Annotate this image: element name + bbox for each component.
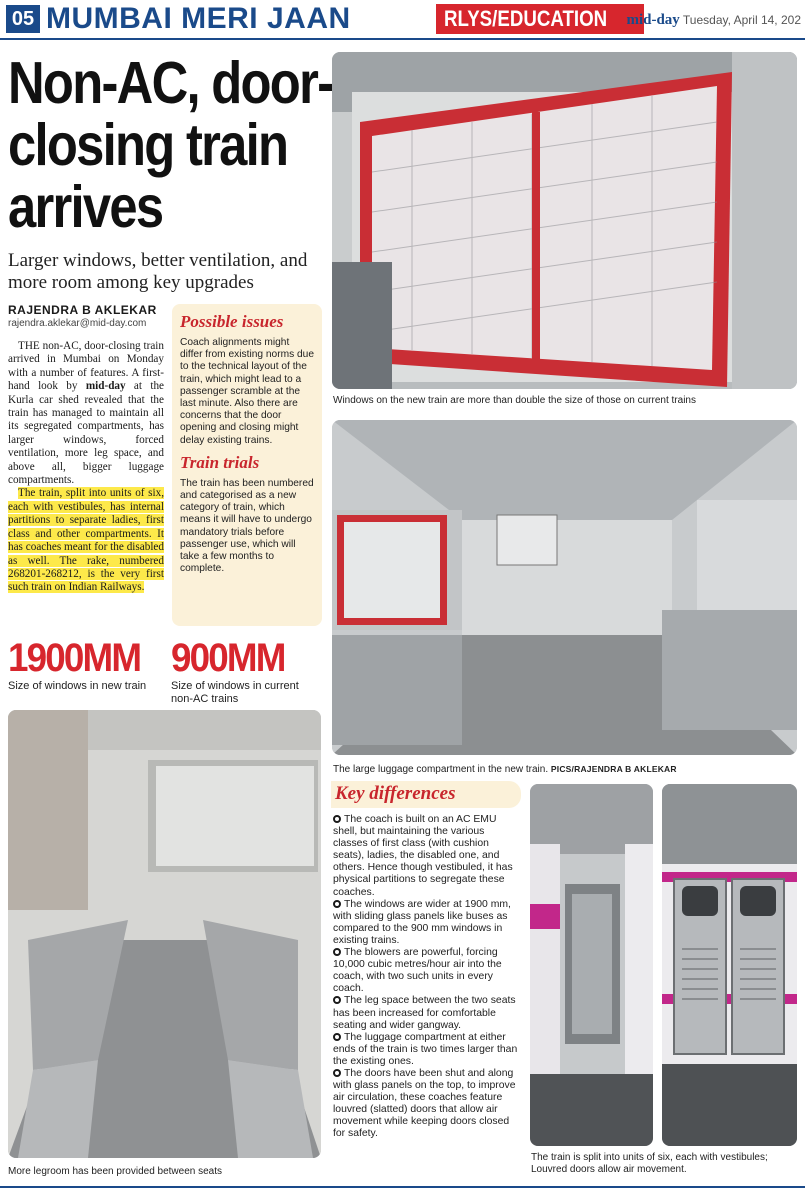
caption-legroom: More legroom has been provided between seats [8, 1166, 223, 1177]
key-differences-header [331, 781, 521, 808]
trials-title: Train trials [180, 452, 260, 472]
caption-luggage-text: The large luggage compartment in the new train. [333, 764, 549, 775]
doors-illustration [662, 784, 797, 1146]
legroom-illustration [8, 710, 321, 1158]
photo-legroom [8, 710, 321, 1158]
photo-vestibule [530, 784, 653, 1146]
sidebar-box [172, 304, 322, 626]
stat-old-window: 900MM [171, 636, 285, 680]
bullet-icon [333, 900, 341, 908]
trials-text: The train has been numbered and categorised as a new category of train, which means it will have to undergo mandatory trials before passenger use, which will take a few months to complete. [180, 477, 314, 575]
list-item-text: The windows are wider at 1900 mm, with sliding glass panels like buses as compared to the 900 mm windows in existing trains. [333, 898, 511, 946]
photo-credit: PICS/RAJENDRA B AKLEKAR [550, 764, 677, 774]
category-tag [436, 4, 644, 34]
bullet-icon [333, 1033, 341, 1041]
body-paragraph-highlight [8, 487, 164, 594]
body-rest: at the Kurla car shed revealed that the train has managed to maintain all its segregated compartments, has larger windows, forced ventilation, more leg space, and above all, bigger luggage compartments. [8, 380, 165, 487]
window-illustration [332, 52, 797, 389]
page-number: 05 [6, 5, 40, 33]
list-item [333, 899, 521, 947]
category-label: RLYS/EDUCATION [444, 6, 608, 31]
body-paragraph [8, 340, 164, 487]
photo-louvred-doors [662, 784, 797, 1146]
list-item-text: The leg space between the two seats has been increased for comfortable seating and wider gangway. [333, 995, 516, 1031]
key-differences-title: Key differences [335, 783, 456, 804]
caption-luggage [333, 763, 798, 776]
bullet-icon [333, 996, 341, 1004]
list-item-text: The luggage compartment at either ends of the train is two times larger than the existing ones. [333, 1031, 518, 1067]
photo-luggage [332, 420, 797, 755]
list-item-text: The coach is built on an AC EMU shell, but maintaining the various classes of first class (with cushion seats), ladies, the disabled one, and others. Hence though vestibuled, it has physical partitions to segregate these coaches. [333, 814, 513, 898]
key-differences-list [333, 814, 521, 1141]
stat-new-window-caption: Size of windows in new train [8, 680, 147, 692]
list-item [333, 814, 521, 899]
caption-windows: Windows on the new train are more than double the size of those on current trains [333, 395, 696, 406]
byline: RAJENDRA B AKLEKAR [8, 303, 157, 317]
issue-date: Tuesday, April 14, 202 [682, 13, 801, 27]
vestibule-illustration [530, 784, 653, 1146]
list-item-text: The doors have been shut and along with glass panels on the top, to improve air circulation, these coaches feature louvred (slatted) doors that allow air movement while keeping doors closed for safety. [333, 1067, 516, 1140]
stat-new-window: 1900MM [8, 636, 141, 680]
list-item [333, 995, 521, 1031]
list-item [333, 1068, 521, 1141]
bullet-icon [333, 815, 341, 823]
issues-text: Coach alignments might differ from existing norms due to the technical layout of the train, which might lead to a passenger scramble at the last minute. Also there are concerns that the door opening and closing might delay existing trains. [180, 337, 315, 446]
photo-windows [332, 52, 797, 389]
luggage-illustration [332, 420, 797, 755]
list-item [333, 947, 521, 995]
masthead [0, 0, 805, 40]
brand-date [626, 12, 801, 29]
body-intro: THE non-AC, door-closing train arrived in Mumbai on Monday with a number of features. A first-hand look by [8, 340, 164, 393]
article-body [8, 340, 164, 595]
headline: Non-AC, door-closing train arrives [8, 50, 333, 240]
body-brand: mid-day [85, 380, 126, 393]
deck: Larger windows, better ventilation, and more room among key upgrades [8, 250, 308, 293]
author-email: rajendra.aklekar@mid-day.com [8, 318, 147, 329]
brand-name: mid-day [626, 12, 680, 28]
caption-units: The train is split into units of six, each with vestibules; Louvred doors allow air movement. [531, 1152, 768, 1175]
issues-title: Possible issues [180, 312, 284, 331]
list-item [333, 1032, 521, 1068]
bullet-icon [333, 1069, 341, 1077]
highlighted-text: The train, split into units of six, each with vestibules, has internal partitions to separate ladies, first class and other compartments. It has coaches meant for the disabled as well. The rake, numbered 268201-268212, is the very first such train on Indian Railways. [8, 487, 164, 594]
bottom-rule [0, 1186, 805, 1188]
list-item-text: The blowers are powerful, forcing 10,000 cubic metres/hour air into the coach, with two such units in every coach. [333, 947, 502, 995]
bullet-icon [333, 948, 341, 956]
stat-old-window-caption: Size of windows in current non-AC trains [171, 680, 299, 705]
section-title: MUMBAI MERI JAAN [46, 2, 351, 35]
